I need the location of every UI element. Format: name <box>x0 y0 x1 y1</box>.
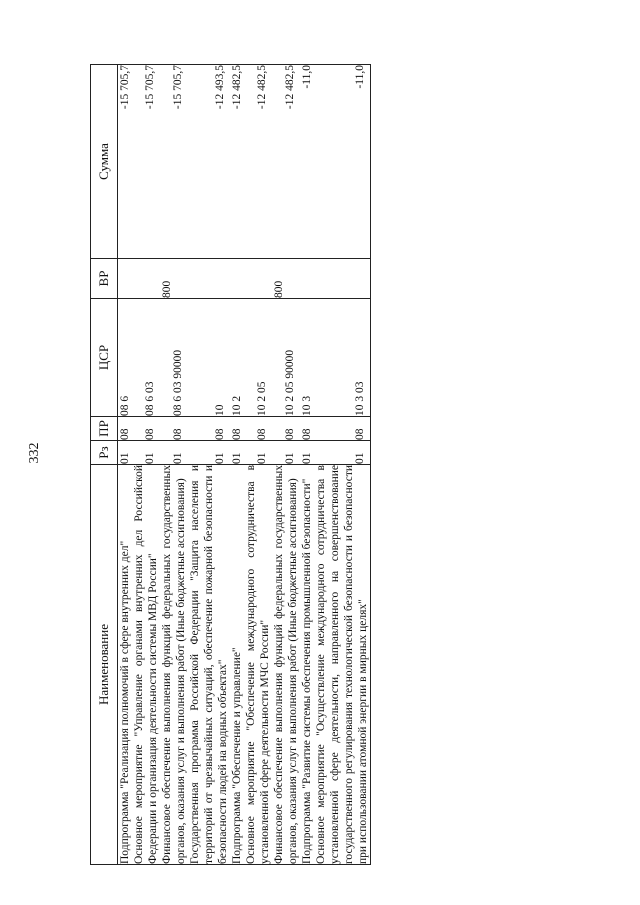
header-pr: ПР <box>91 417 118 441</box>
table-row <box>300 65 314 865</box>
row-vr <box>300 259 314 299</box>
table-row <box>118 65 133 865</box>
table-row <box>132 65 160 865</box>
page-number: 332 <box>27 442 42 464</box>
table-row <box>244 65 272 865</box>
row-vr <box>188 259 230 299</box>
row-rz: 01 <box>314 441 371 465</box>
row-sum: -12 493,5 <box>188 65 230 259</box>
header-sum: Сумма <box>91 65 118 259</box>
row-rz: 01 <box>272 441 300 465</box>
row-name: Подпрограмма "Реализация полномочий в сфере внутренних дел" <box>118 465 133 865</box>
row-rz: 01 <box>230 441 244 465</box>
row-rz: 01 <box>300 441 314 465</box>
row-pr: 08 <box>244 417 272 441</box>
table-row <box>188 65 230 865</box>
row-vr <box>244 259 272 299</box>
row-name: Основное мероприятие "Осуществление международного сотрудничества в установленной сфере деятельности, направленного на совершенствование государственного регулирования технологической безопасности и безопасности при использовании атомной энергии в мирных целях" <box>315 465 369 864</box>
row-name: Подпрограмма "Развитие системы обеспечения промышленной безопасности" <box>300 465 314 865</box>
row-csr: 08 6 03 <box>132 299 160 417</box>
row-pr: 08 <box>300 417 314 441</box>
header-vr: ВР <box>91 259 118 299</box>
row-sum: -11,0 <box>314 65 371 259</box>
rotated-page-content <box>90 65 610 865</box>
row-pr: 08 <box>160 417 188 441</box>
table-row <box>160 65 188 865</box>
row-sum: -12 482,5 <box>244 65 272 259</box>
row-csr: 08 6 <box>118 299 133 417</box>
row-rz: 01 <box>188 441 230 465</box>
row-name: Основное мероприятие "Управление органами внутренних дел Российской Федерации и организация деятельности системы МВД России" <box>133 465 159 864</box>
table-row <box>314 65 371 865</box>
row-sum: -15 705,7 <box>118 65 133 259</box>
row-vr: 800 <box>160 259 188 299</box>
row-name: Основное мероприятие "Обеспечение международного сотрудничества в установленной сфере деятельности МЧС России" <box>245 465 271 864</box>
header-rz: Рз <box>91 441 118 465</box>
row-rz: 01 <box>160 441 188 465</box>
row-name: Финансовое обеспечение выполнения функций федеральных государственных органов, оказания услуг и выполнения работ (Иные бюджетные ассигнования) <box>273 465 299 864</box>
header-name: Наименование <box>91 465 118 865</box>
row-csr: 10 2 05 <box>244 299 272 417</box>
row-rz: 01 <box>118 441 133 465</box>
row-csr: 10 3 <box>300 299 314 417</box>
row-name: Финансовое обеспечение выполнения функций федеральных государственных органов, оказания услуг и выполнения работ (Иные бюджетные ассигнования) <box>161 465 187 864</box>
budget-table <box>90 64 371 865</box>
row-name: Подпрограмма "Обеспечение и управление" <box>230 465 244 865</box>
row-pr: 08 <box>314 417 371 441</box>
row-name: Государственная программа Российской Федерации "Защита населения и территорий от чрезвычайных ситуаций, обеспечение пожарной безопасности и безопасности людей на водных объектах" <box>189 465 229 864</box>
row-rz: 01 <box>132 441 160 465</box>
row-vr <box>118 259 133 299</box>
row-pr: 08 <box>118 417 133 441</box>
row-vr <box>132 259 160 299</box>
row-sum: -11,0 <box>300 65 314 259</box>
row-csr: 08 6 03 90000 <box>160 299 188 417</box>
row-vr <box>314 259 371 299</box>
row-sum: -15 705,7 <box>132 65 160 259</box>
row-sum: -12 482,5 <box>272 65 300 259</box>
row-csr: 10 <box>188 299 230 417</box>
row-csr: 10 2 <box>230 299 244 417</box>
row-pr: 08 <box>188 417 230 441</box>
row-vr <box>230 259 244 299</box>
row-pr: 08 <box>272 417 300 441</box>
row-pr: 08 <box>132 417 160 441</box>
header-csr: ЦСР <box>91 299 118 417</box>
row-csr: 10 2 05 90000 <box>272 299 300 417</box>
table-header-row <box>91 65 118 865</box>
row-csr: 10 3 03 <box>314 299 371 417</box>
row-vr: 800 <box>272 259 300 299</box>
table-row <box>272 65 300 865</box>
table-row <box>230 65 244 865</box>
row-sum: -15 705,7 <box>160 65 188 259</box>
row-sum: -12 482,5 <box>230 65 244 259</box>
row-rz: 01 <box>244 441 272 465</box>
row-pr: 08 <box>230 417 244 441</box>
